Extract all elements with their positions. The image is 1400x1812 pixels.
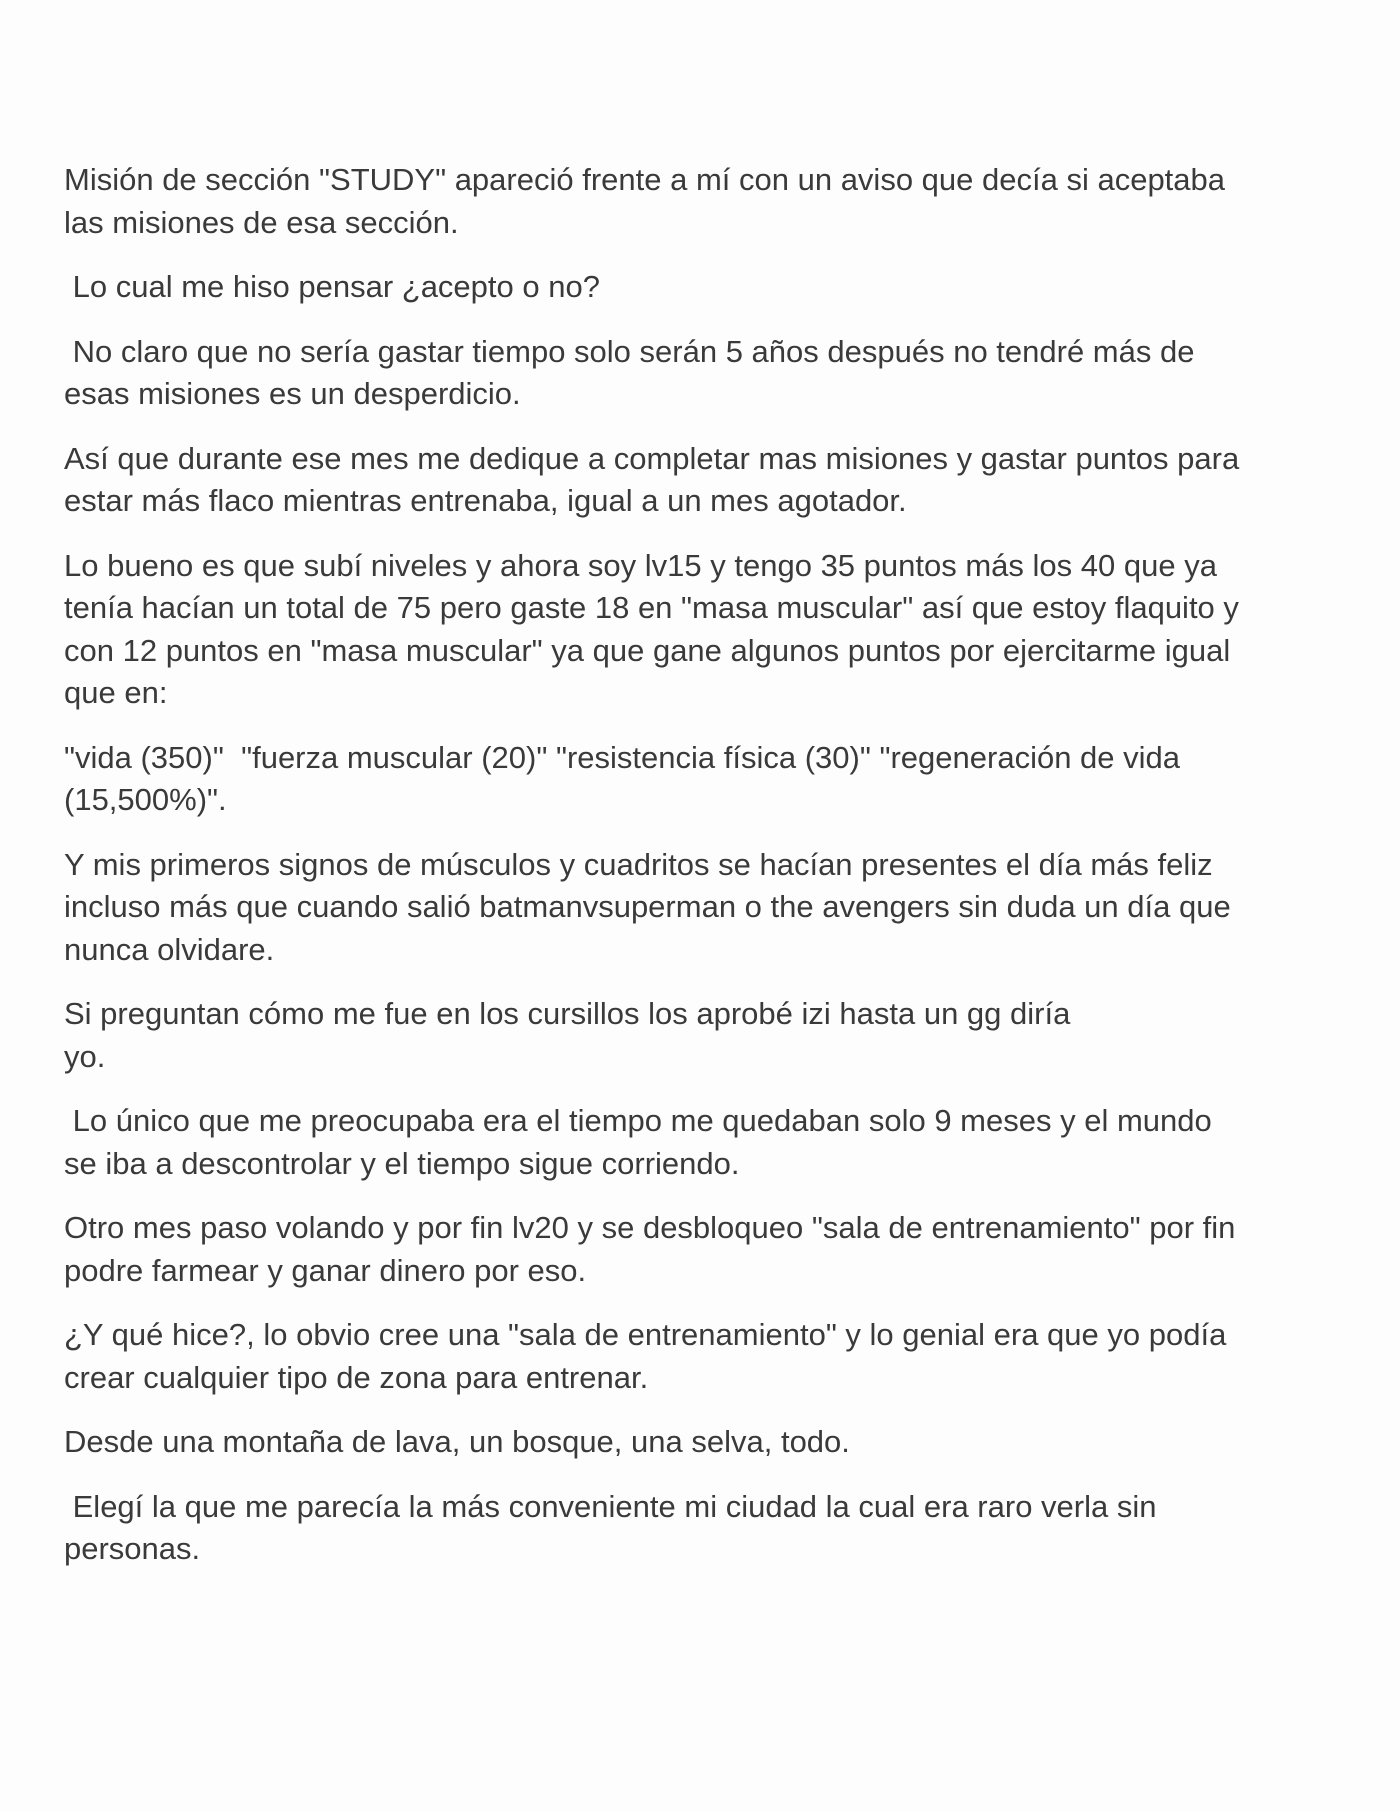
- paragraph: Lo cual me hiso pensar ¿acepto o no?: [64, 269, 600, 304]
- paragraph: Desde una montaña de lava, un bosque, una selva, todo.: [64, 1424, 850, 1459]
- paragraph: Así que durante ese mes me dedique a completar mas misiones y gastar puntos para estar más flaco mientras entrenaba, igual a un mes agotador.: [64, 440, 1240, 518]
- paragraph: Otro mes paso volando y por fin lv20 y se desbloqueo "sala de entrenamiento" por fin podre farmear y ganar dinero por eso.: [64, 1210, 1236, 1288]
- paragraph: ¿Y qué hice?, lo obvio cree una "sala de entrenamiento" y lo genial era que yo podía crear cualquier tipo de zona para entrenar.: [64, 1317, 1227, 1395]
- paragraph: Si preguntan cómo me fue en los cursillos los aprobé izi hasta un gg diría yo.: [64, 996, 1071, 1074]
- paragraph: "vida (350)" "fuerza muscular (20)" "resistencia física (30)" "regeneración de vida (15,500%)".: [64, 739, 1181, 817]
- paragraph: Misión de sección "STUDY" apareció frente a mí con un aviso que decía si aceptaba las misiones de esa sección.: [64, 162, 1226, 240]
- document-body: [64, 159, 1354, 1593]
- paragraph: No claro que no sería gastar tiempo solo serán 5 años después no tendré más de esas misiones es un desperdicio.: [64, 333, 1195, 411]
- paragraph: Y mis primeros signos de músculos y cuadritos se hacían presentes el día más feliz incluso más que cuando salió batmanvsuperman o the avengers sin duda un día que nunca olvidare.: [64, 846, 1231, 967]
- paragraph: Elegí la que me parecía la más conveniente mi ciudad la cual era raro verla sin personas.: [64, 1488, 1157, 1566]
- paragraph: Lo bueno es que subí niveles y ahora soy lv15 y tengo 35 puntos más los 40 que ya tenía hacían un total de 75 pero gaste 18 en "masa muscular" así que estoy flaquito y con 12 puntos en "masa muscular" ya que gane algunos puntos por ejercitarme igual que en:: [64, 547, 1239, 710]
- paragraph: Lo único que me preocupaba era el tiempo me quedaban solo 9 meses y el mundo se iba a descontrolar y el tiempo sigue corriendo.: [64, 1103, 1212, 1181]
